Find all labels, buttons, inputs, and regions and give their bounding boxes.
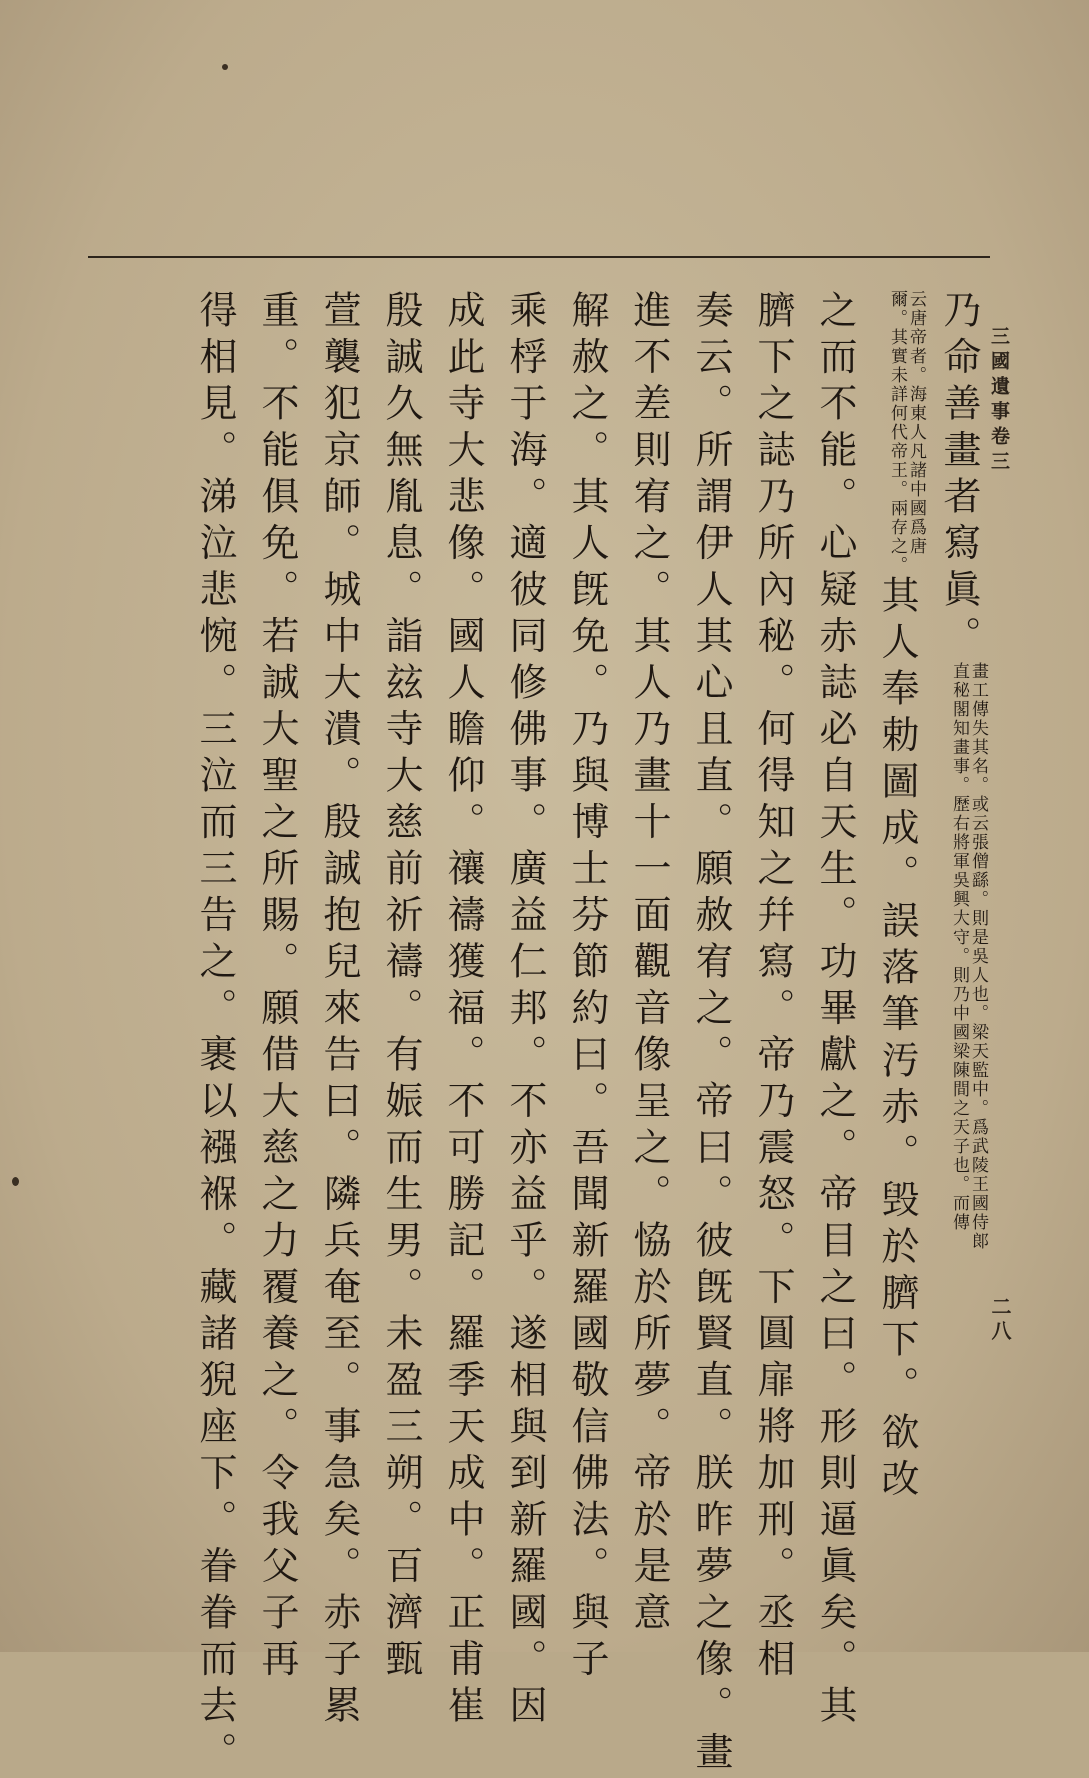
header-rule — [88, 256, 990, 258]
text-column-13: 得相見。涕泣悲惋。三泣而三告之。裹以襁褓。藏諸猊座下。眷眷而去。 — [193, 290, 237, 1778]
text-column-5: 奏云。所謂伊人其心且直。願赦宥之。帝曰。彼旣賢直。朕昨夢之像。畫 — [689, 290, 733, 1778]
text-column-6: 進不差則宥之。其人乃畫十一面觀音像呈之。恊於所夢。帝於是意 — [627, 290, 671, 1639]
text-column-8: 乘桴于海。適彼同修佛事。廣益仁邦。不亦益乎。遂相與到新羅國。因 — [503, 290, 547, 1732]
text-column-11: 萱襲犯京師。城中大潰。殷誠抱兒來告曰。隣兵奄至。事急矣。赤子累 — [317, 290, 361, 1732]
page-number: 二八 — [988, 1296, 1012, 1344]
column-text: 其人奉勅圖成。誤落筆汚赤。毁於臍下。欲改 — [875, 575, 919, 1505]
text-column-10: 殷誠久無胤息。詣玆寺大慈前祈禱。有娠而生男。未盈三朔。百濟甄 — [379, 290, 423, 1685]
note-line: 畫工傳失其名。或云張僧繇。則是吳人也。梁天監中。爲武陵王國侍郞 — [968, 662, 988, 1251]
text-column-9: 成此寺大悲像。國人瞻仰。禳禱獲福。不可勝記。羅季天成中。正甫崔 — [441, 290, 485, 1732]
main-text — [110, 290, 990, 1778]
text-column-2 — [866, 290, 928, 1570]
note-line: 云唐帝者。海東人凡諸中國爲唐 — [906, 290, 926, 556]
text-column-3: 之而不能。心疑赤誌必自天生。功畢獻之。帝目之曰。形則逼眞矣。其 — [813, 290, 857, 1732]
text-column-12: 重。不能俱免。若誠大聖之所賜。願借大慈之力覆養之。令我父子再 — [255, 290, 299, 1685]
text-column-4: 臍下之誌乃所內秘。何得知之幷寫。帝乃震怒。下圓扉將加刑。丞相 — [751, 290, 795, 1685]
text-column-7: 解赦之。其人旣免。乃與博士芬節約曰。吾聞新羅國敬信佛法。與子 — [565, 290, 609, 1685]
ink-speck — [12, 1177, 19, 1186]
text-column-1 — [928, 290, 990, 1570]
interlinear-note — [949, 662, 987, 1251]
note-line: 爾。其實未詳何代帝王。兩存之。 — [887, 290, 907, 575]
note-line: 直秘閣知畫事。歷右將軍吳興大守。則乃中國梁陳間之天子也。而傳 — [949, 662, 969, 1232]
interlinear-note — [887, 290, 925, 575]
running-head: 三國遺事卷三 — [988, 326, 1010, 476]
ink-speck — [222, 64, 228, 70]
column-text: 乃命善畫者寫眞。 — [937, 290, 981, 662]
